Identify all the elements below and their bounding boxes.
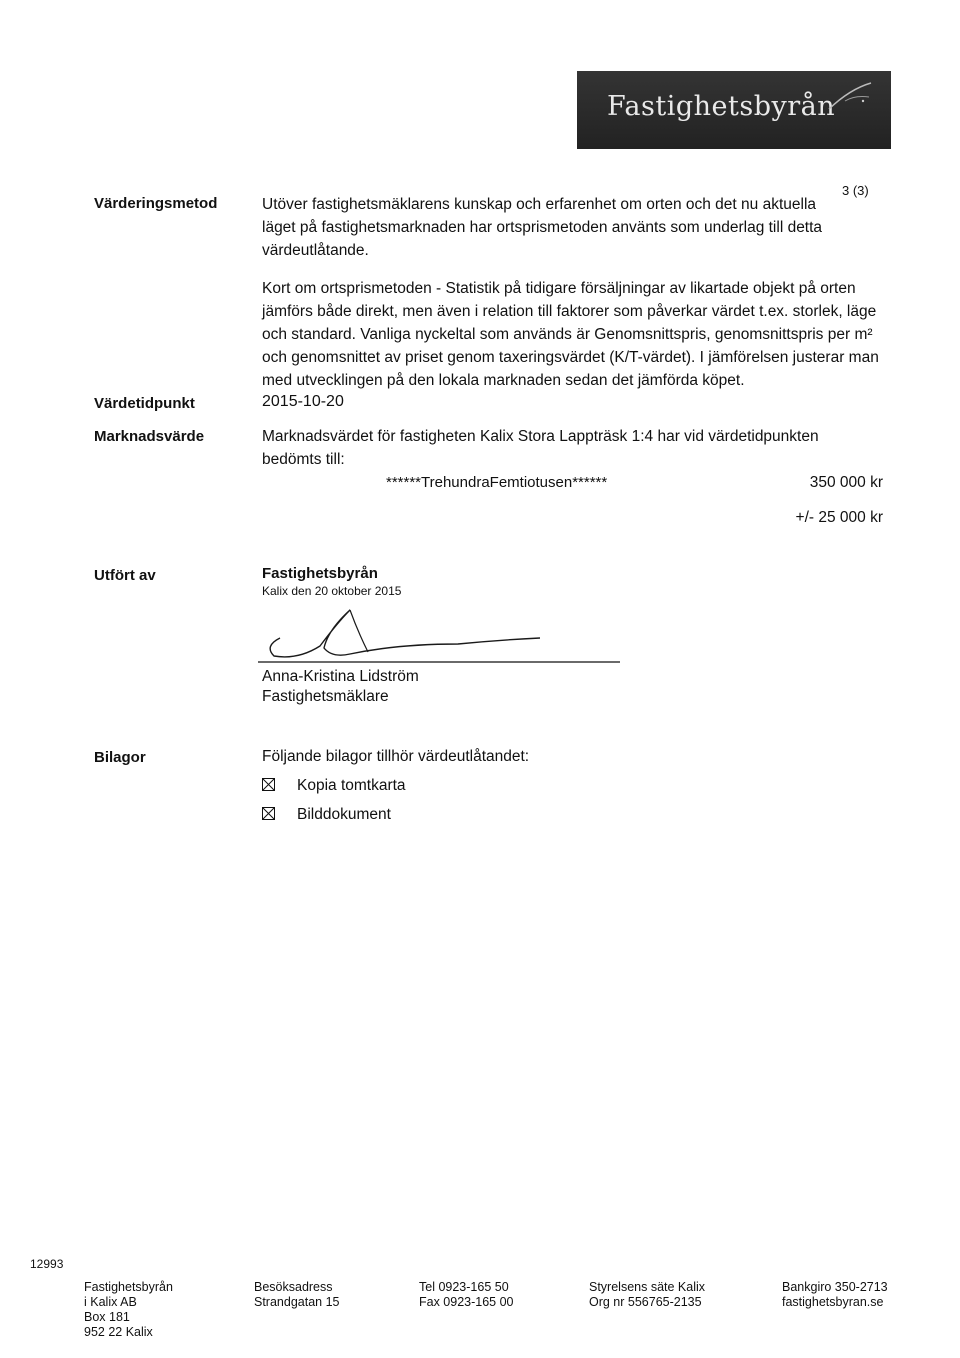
attachment-item xyxy=(262,777,406,795)
company-logo xyxy=(577,71,891,149)
signer-name: Anna-Kristina Lidström xyxy=(262,668,419,685)
performed-by-company: Fastighetsbyrån xyxy=(262,565,378,582)
document-id: 12993 xyxy=(30,1257,64,1271)
attachment-item xyxy=(262,806,391,824)
footer-line: Besöksadress xyxy=(254,1280,333,1294)
market-value-label: Marknadsvärde xyxy=(94,428,205,445)
page-number: 3 (3) xyxy=(842,183,869,198)
performed-by-place-date: Kalix den 20 oktober 2015 xyxy=(262,584,402,598)
market-value-text: Marknadsvärdet för fastigheten Kalix Stora Lappträsk 1:4 har vid värdetidpunkten bedömts till: xyxy=(262,428,819,468)
footer-line: Box 181 xyxy=(84,1310,130,1324)
valuation-date-label: Värdetidpunkt xyxy=(94,395,195,412)
attachment-label: Kopia tomtkarta xyxy=(297,777,406,794)
footer-bank xyxy=(782,1280,888,1310)
footer-line: 952 22 Kalix xyxy=(84,1325,153,1339)
footer-line: Styrelsens säte Kalix xyxy=(589,1280,706,1294)
attachment-label: Bilddokument xyxy=(297,806,391,823)
market-value-range: +/- 25 000 kr xyxy=(795,509,883,526)
footer-company xyxy=(84,1280,173,1340)
signer-title: Fastighetsmäklare xyxy=(262,688,389,705)
footer-line: i Kalix AB xyxy=(84,1295,137,1309)
footer-line: Bankgiro 350-2713 xyxy=(782,1280,888,1294)
attachments-label: Bilagor xyxy=(94,749,146,766)
market-value-amount: 350 000 kr xyxy=(809,474,883,491)
checked-box-icon xyxy=(262,778,275,791)
footer-phone xyxy=(419,1280,514,1310)
footer-line: Fax 0923-165 00 xyxy=(419,1295,514,1309)
valuation-method-paragraph-2: Kort om ortsprismetoden - Statistik på tidigare försäljningar av likartade objekt på orten jämförs både direkt, men även i relation till faktorer som påverkar värdet t.ex. storlek, läge och standard. Vanliga nyckeltal som används är Genomsnittspris, genomsnittspris per m² och genomsnittet av priset genom taxeringsvärdet (K/T-värdet). I jämförelsen justerar man med utvecklingen på den lokala marknaden sedan det jämförda köpet. xyxy=(262,280,879,389)
footer-line: Tel 0923-165 50 xyxy=(419,1280,509,1294)
logo-swoosh-icon xyxy=(825,79,875,119)
footer-address xyxy=(254,1280,340,1310)
valuation-method-label: Värderingsmetod xyxy=(94,195,218,212)
attachments-intro: Följande bilagor tillhör värdeutlåtandet: xyxy=(262,748,530,765)
footer-line: Strandgatan 15 xyxy=(254,1295,340,1309)
logo-text: Fastighetsbyrån xyxy=(607,91,836,122)
performed-by-label: Utfört av xyxy=(94,567,156,584)
footer-registration xyxy=(589,1280,705,1310)
valuation-method-paragraph-1: Utöver fastighetsmäklarens kunskap och erfarenhet om orten och det nu aktuella läget på fastighetsmarknaden har ortsprismetoden använts som underlag till detta värdeutlåtande. xyxy=(262,196,823,259)
signature xyxy=(258,600,628,670)
footer-website-link[interactable]: fastighetsbyran.se xyxy=(782,1295,884,1309)
footer-line: Org nr 556765-2135 xyxy=(589,1295,702,1309)
valuation-date-value: 2015-10-20 xyxy=(262,393,344,410)
footer-line: Fastighetsbyrån xyxy=(84,1280,173,1294)
checked-box-icon xyxy=(262,807,275,820)
market-value-in-words: ******TrehundraFemtiotusen****** xyxy=(386,474,608,491)
signer-block xyxy=(262,667,419,707)
